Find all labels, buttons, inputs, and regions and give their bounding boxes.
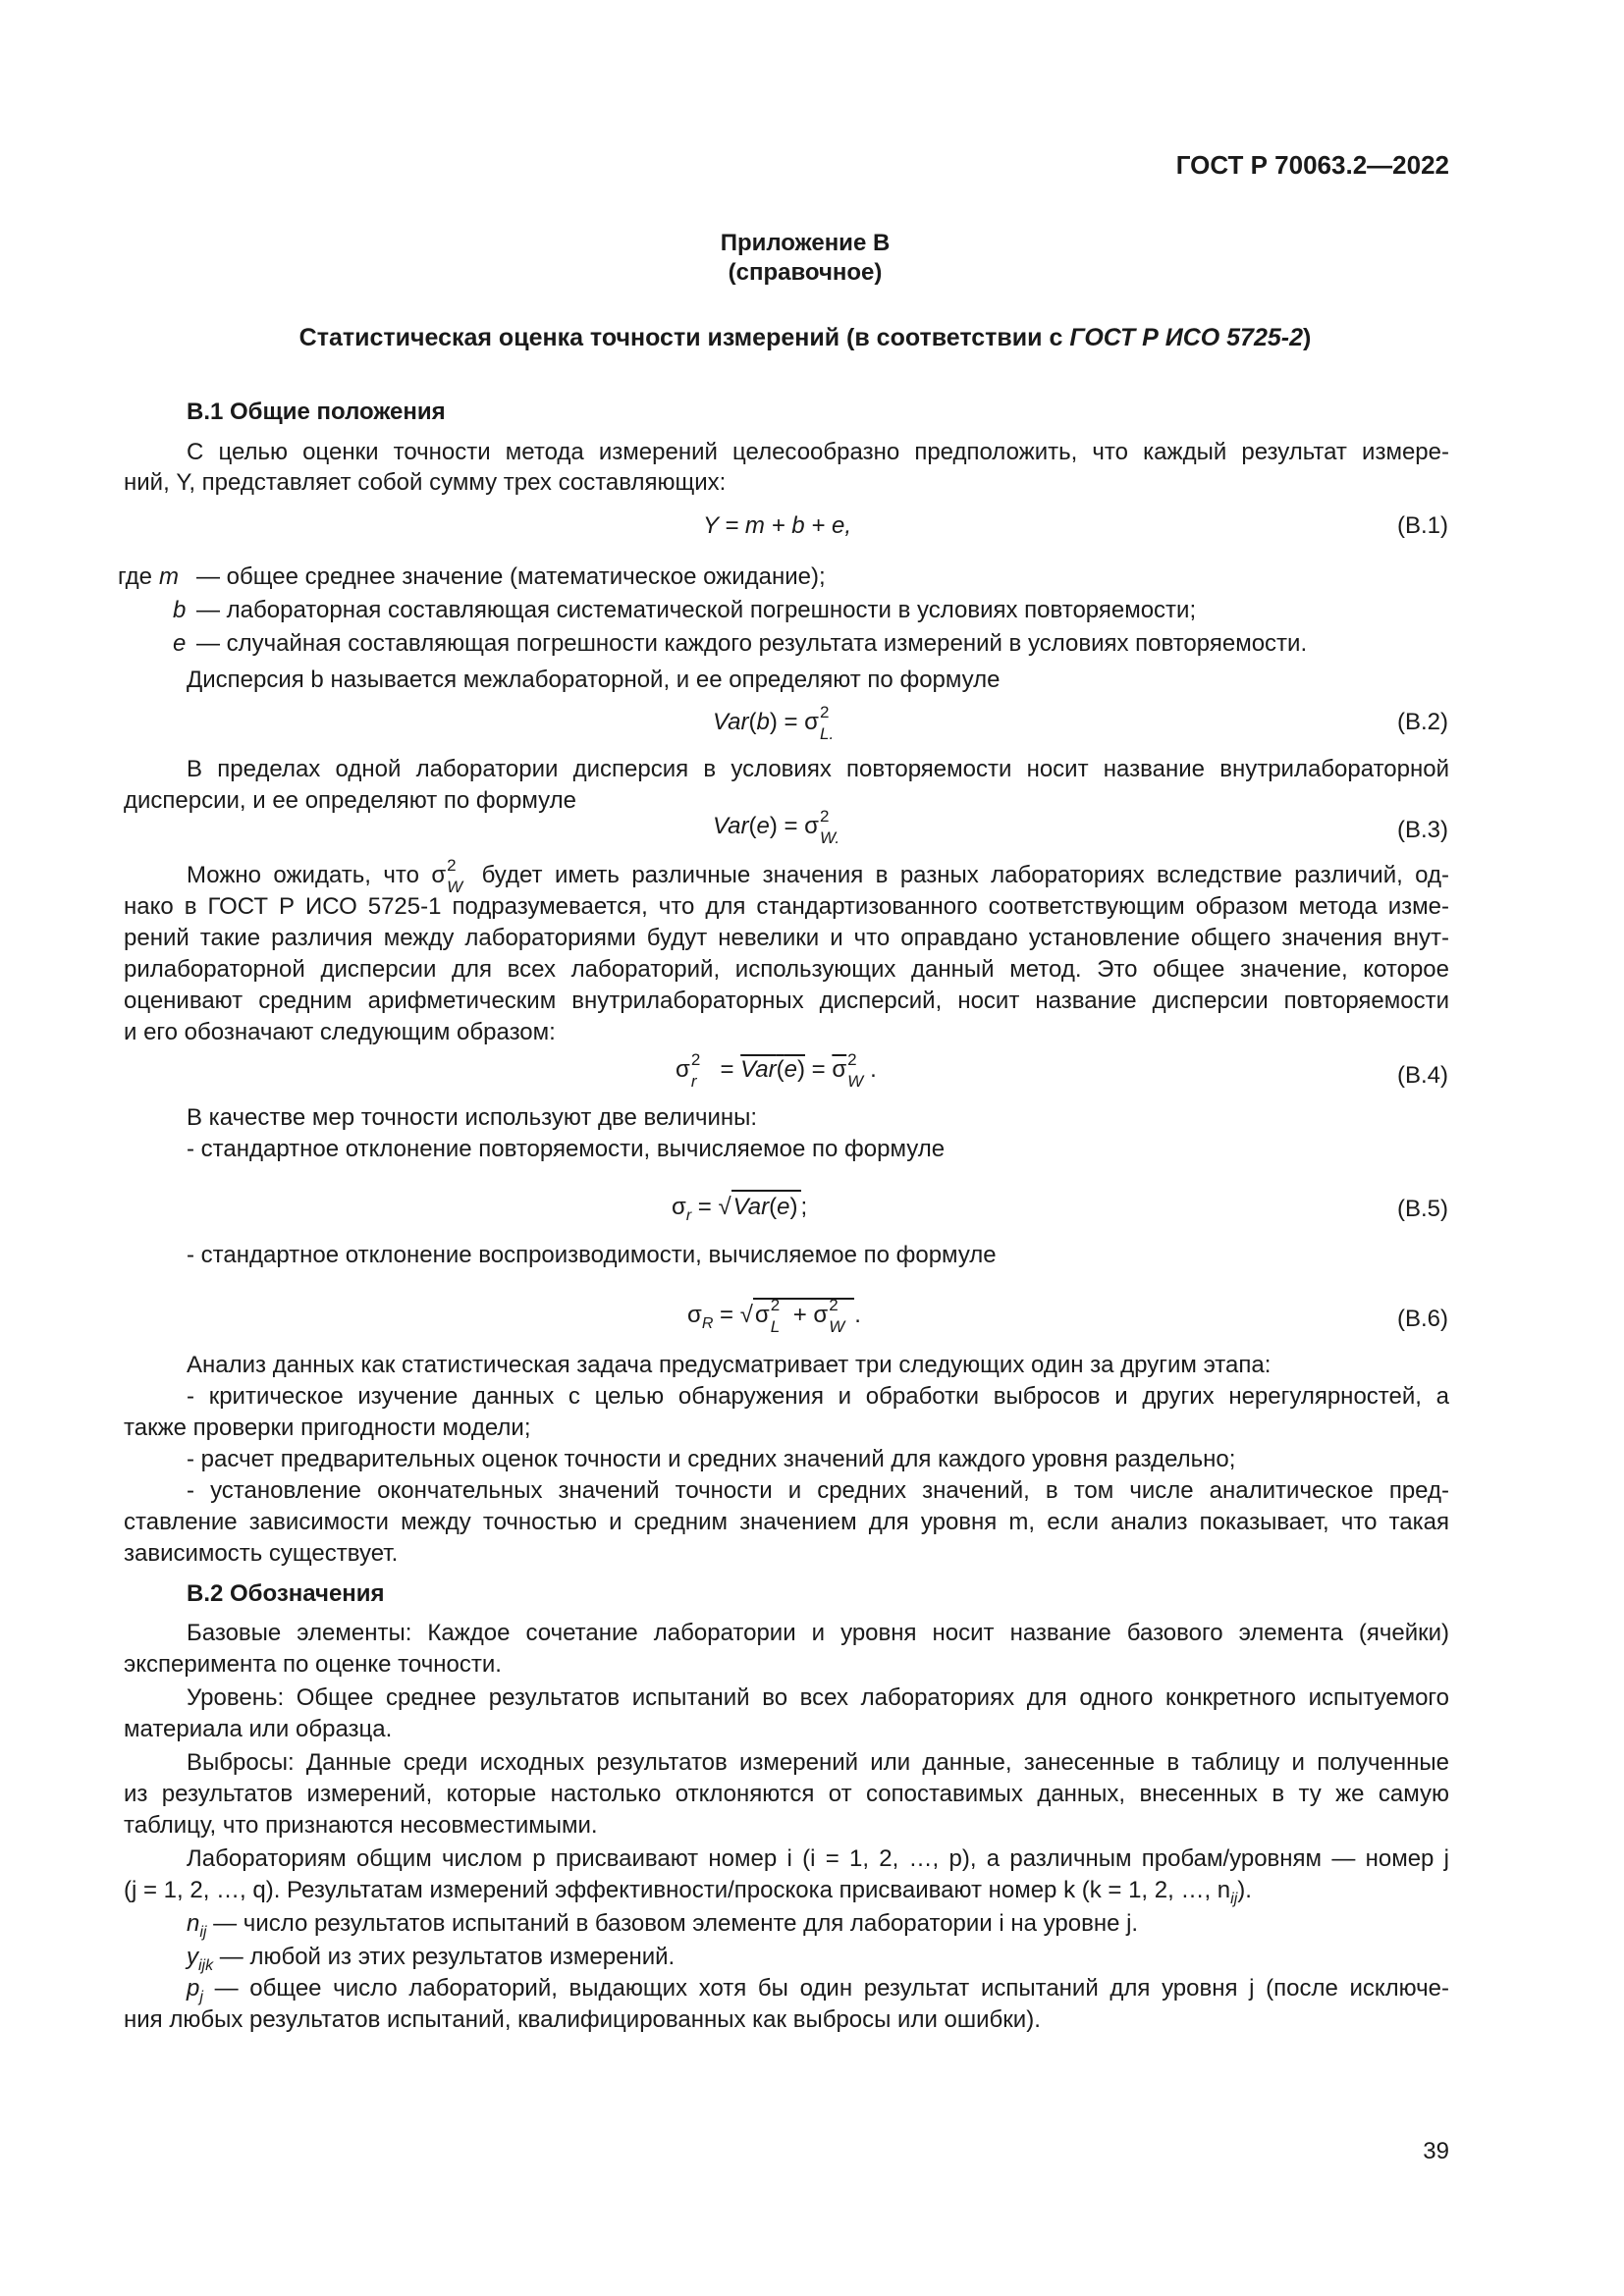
repeatability-paragraph-line: и его обозначают следующим образом: <box>124 1019 556 1045</box>
equation-number: (В.3) <box>1396 817 1448 843</box>
appendix-heading: Статистическая оценка точности измерений (в соответствии с ГОСТ Р ИСО 5725-2) <box>298 324 1312 351</box>
intro-paragraph-line: С целью оценки точности метода измерений целесообразно предположить, что каждый результат измере- <box>187 439 1449 465</box>
appendix-title: Приложение В <box>720 230 891 256</box>
outliers-line: таблицу, что признаются несовместимыми. <box>124 1812 598 1839</box>
equation-number: (В.5) <box>1396 1196 1448 1222</box>
equation-number: (В.2) <box>1396 709 1448 735</box>
section-b1-title: В.1 Общие положения <box>187 399 446 425</box>
stage-3-line: зависимость существует. <box>124 1540 399 1567</box>
repeatability-paragraph-line: нако в ГОСТ Р ИСО 5725-1 подразумевается, что для стандартизованного соответствующим образом метода изме- <box>124 893 1449 920</box>
formula-b3: Var(e) = σ 2 W. <box>713 807 840 847</box>
stage-2: - расчет предварительных оценок точности и средних значений для каждого уровня раздельно; <box>187 1446 1236 1472</box>
repeatability-paragraph-line: Можно ожидать, что σ 2 W будет иметь различные значения в разных лабораториях вследствие различий, од- <box>187 856 1450 896</box>
dispersion-b-text: Дисперсия b называется межлабораторной, и ее определяют по формуле <box>187 667 1001 693</box>
formula-b1: Y = m + b + e, <box>703 512 851 539</box>
inner-lab-paragraph-line: дисперсии, и ее определяют по формуле <box>124 787 576 814</box>
inner-lab-paragraph-line: В пределах одной лаборатории дисперсия в условиях повторяемости носит название внутрилабораторной <box>187 756 1449 782</box>
formula-b6: $\sigma_R = √\sigma$ 2 L + σ 2 W . <box>687 1296 861 1336</box>
numbering-line: Лабораториям общим числом p присваивают номер i (i = 1, 2, …, p), а различным пробам/уровням — номер j <box>187 1845 1449 1872</box>
measures-intro: В качестве мер точности используют две величины: <box>187 1104 758 1131</box>
repeatability-paragraph-line: рилабораторной дисперсии для всех лабораторий, использующих данный метод. Это общее значение, которое <box>124 956 1449 983</box>
symbol-m: m <box>159 563 179 590</box>
section-b2-title: В.2 Обозначения <box>187 1580 385 1607</box>
level-line: Уровень: Общее среднее результатов испытаний во всех лабораториях для одного конкретного испытуемого <box>187 1684 1449 1711</box>
equation-number: (В.1) <box>1396 512 1448 539</box>
repeatability-paragraph-line: рений такие различия между лабораториями будут невелики и что оправдано установление общего значения внут- <box>124 925 1449 951</box>
stage-1-line: также проверки пригодности модели; <box>124 1415 531 1441</box>
where-label: где <box>118 563 153 590</box>
equation-number: (В.6) <box>1396 1306 1448 1332</box>
p-j-definition-line: ния любых результатов испытаний, квалифицированных как выбросы или ошибки). <box>124 2006 1041 2033</box>
formula-b2: Var(b) = σ 2 L. <box>713 703 835 743</box>
outliers-line: Выбросы: Данные среди исходных результатов измерений или данные, занесенные в таблицу и полученные <box>187 1749 1449 1776</box>
standard-number: ГОСТ Р 70063.2—2022 <box>1175 150 1449 180</box>
symbol-e: e <box>173 630 187 657</box>
page-number: 39 <box>1423 2138 1449 2164</box>
base-elements-line: эксперимента по оценке точности. <box>124 1651 502 1678</box>
base-elements-line: Базовые элементы: Каждое сочетание лаборатории и уровня носит название базового элемента (ячейки) <box>187 1620 1449 1646</box>
outliers-line: из результатов измерений, которые настолько отклоняются от сопоставимых данных, внесенных в ту же самую <box>124 1781 1449 1807</box>
definition-b: — лабораторная составляющая систематической погрешности в условиях повторяемости; <box>196 597 1197 623</box>
equation-number: (В.4) <box>1396 1062 1448 1089</box>
formula-b4: σ 2 r = Var(e) = σ 2 W . <box>676 1050 877 1091</box>
appendix-type: (справочное) <box>728 259 883 286</box>
reproducibility-sd-text: - стандартное отклонение воспроизводимости, вычисляемое по формуле <box>187 1242 997 1268</box>
stage-1-line: - критическое изучение данных с целью обнаружения и обработки выбросов и других нерегулярностей, а <box>187 1383 1449 1410</box>
symbol-b: b <box>173 597 187 623</box>
level-line: материала или образца. <box>124 1716 393 1742</box>
p-j-definition-line: $p_j$ — общее число лабораторий, выдающих хотя бы один результат испытаний для уровня j (после исключе- <box>187 1975 1449 2005</box>
stage-3-line: ставление зависимости между точностью и средним значением для уровня m, если анализ показывает, что такая <box>124 1509 1449 1535</box>
y-ijk-definition: $y_{ijk}$ — любой из этих результатов измерений. <box>187 1944 676 1974</box>
formula-b5: $\sigma_r = √Var(e)$ ; <box>672 1190 807 1223</box>
intro-paragraph-line: ний, Y, представляет собой сумму трех составляющих: <box>124 469 727 496</box>
repeatability-sd-text: - стандартное отклонение повторяемости, вычисляемое по формуле <box>187 1136 946 1162</box>
numbering-line: (j = 1, 2, …, q). Результатам измерений эффективности/проскока присваивают номер k (k = 1, 2, …, $n_{ij}$). <box>124 1877 1252 1907</box>
definition-e: — случайная составляющая погрешности каждого результата измерений в условиях повторяемости. <box>196 630 1308 657</box>
n-ij-definition: $n_{ij}$ — число результатов испытаний в базовом элементе для лаборатории i на уровне j. <box>187 1910 1139 1941</box>
definition-m: — общее среднее значение (математическое ожидание); <box>196 563 826 590</box>
analysis-intro: Анализ данных как статистическая задача предусматривает три следующих один за другим этапа: <box>187 1352 1272 1378</box>
repeatability-paragraph-line: оценивают средним арифметическим внутрилабораторных дисперсий, носит название дисперсии повторяемости <box>124 988 1449 1014</box>
stage-3-line: - установление окончательных значений точности и средних значений, в том числе аналитическое пред- <box>187 1477 1449 1504</box>
referenced-standard: ГОСТ Р ИСО 5725-2 <box>1069 324 1303 351</box>
